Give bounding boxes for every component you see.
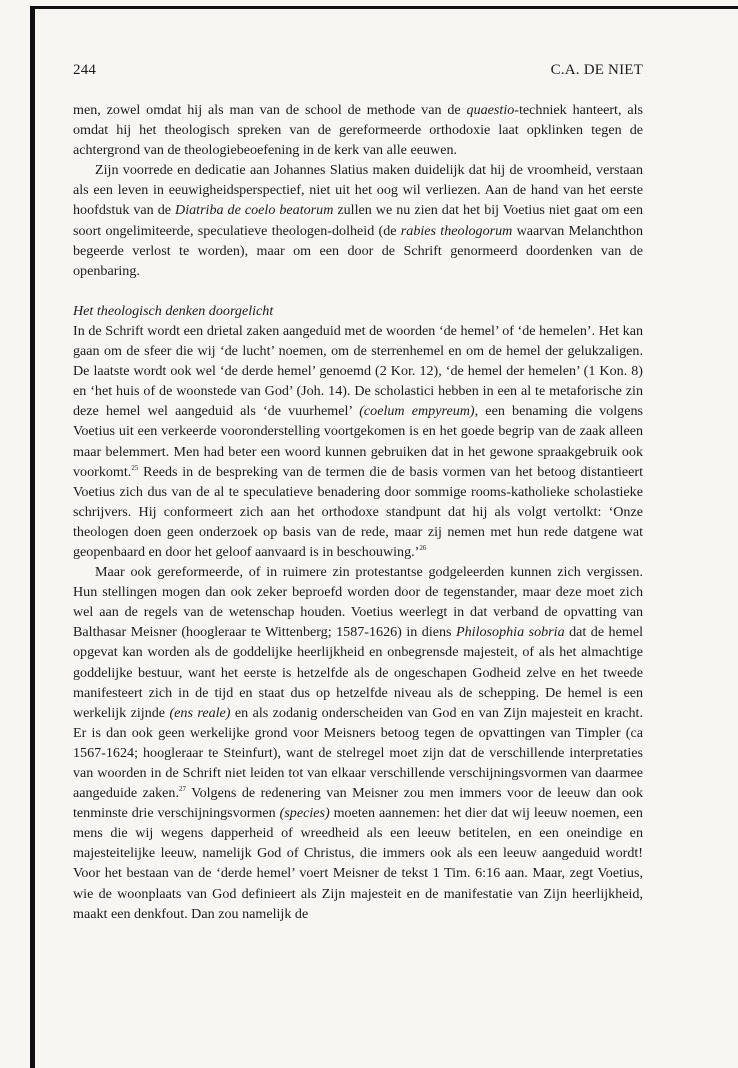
page-number: 244	[73, 62, 97, 78]
text-run: waarvan Melanchthon begeerde verlost te worden), maar om een door de Schrift genormeerd doordenken van de openbaring.	[73, 222, 643, 279]
paragraph-3	[73, 321, 643, 562]
italic-title: Diatriba de coelo beatorum	[175, 202, 334, 219]
italic-term: rabies theologorum	[400, 222, 513, 239]
text-run: moeten aannemen: het dier dat wij leeuw noemen, een mens die wij wegens dapperheid of wreedheid als een leeuw betitelen, en een oneindige en majesteitelijke leeuw, namelijk God of Christus, die immers ook als een leeuw aangeduid wordt! Voor het bestaan van de ‘derde hemel’ voert Meisner de tekst 1 Tim. 6:16 aan. Maar, zegt Voetius, wie de woonplaats van God definieert als Zijn majesteit en de manifestatie van Zijn heerlijkheid, maakt een denkfout. Dan zou namelijk de	[73, 805, 643, 922]
text-run: en als zodanig onderscheiden van God en van Zijn majesteit en kracht. Er is dan ook geen werkelijke grond voor Meisners betoog tegen de opvattingen van Timpler (ca 1567-1624; hoogleraar te Steinfurt), want de stelregel moet zijn dat de verschillende interpretaties van woorden in de Schrift niet leiden tot van elkaar verschillende verschijningsvormen van daarmee aangeduide zaken.	[73, 704, 643, 802]
body-text	[73, 100, 643, 924]
text-run: -techniek hanteert, als omdat hij het theologisch spreken van de gereformeerde orthodoxie laat opklinken tegen de achtergrond van de theologiebeoefening in de kerk van alle eeuwen.	[73, 102, 644, 159]
text-run: Maar ook gereformeerde, of in ruimere zin protestantse godgeleerden kunnen zich vergissen. Hun stellingen mogen dan ook zeker beproefd worden door de tegenstander, maar deze moet zich wel aan de regels van de wetenschap houden. Voetius weerlegt in dat verband de opvatting van Balthasar Meisner (hoogleraar te Wittenberg; 1587-1626) in diens	[73, 564, 643, 641]
text-run: Volgens de redenering van Meisner zou men immers voor de leeuw dan ook tenminste drie verschijningsvormen	[73, 785, 643, 822]
text-run: men, zowel omdat hij als man van de school de methode van de	[73, 102, 467, 118]
text-run: dat de hemel opgevat kan worden als de goddelijke heerlijkheid en onbegrensde majesteit, of als het almachtige goddelijke bestuur, want het eerste is hetzelfde als de ongeschapen Godheid zelve en het tweede manifesteert zich in de tijd en staat dus op hetzelfde niveau als de schepping. De hemel is een werkelijk zijnde	[73, 624, 643, 721]
italic-term: (species)	[279, 805, 330, 822]
scan-border-top	[30, 6, 738, 9]
italic-term: quaestio	[466, 102, 515, 118]
text-run: Reeds in de bespreking van de termen die de basis vormen van het betoog distantieert Voetius zich dus van de al te speculatieve benadering door sommige rooms-katholieke scholastieke schrijvers. Hij conformeert zich aan het orthodoxe standpunt dat hij als volgt vertolkt: ‘Onze theologen doen geen onderzoek op basis van de rede, maar zij nemen met hun rede datgene wat geopenbaard en door het geloof aanvaard is in beschouwing.’	[73, 463, 643, 560]
paragraph-2	[73, 160, 643, 281]
paragraph-4	[73, 562, 643, 924]
section-heading: Het theologisch denken doorgelicht	[73, 302, 274, 319]
text-run: In de Schrift wordt een drietal zaken aangeduid met de woorden ‘de hemel’ of ‘de hemelen’. Het kan gaan om de sfeer die wij ‘de lucht’ noemen, om de sterrenhemel en om de hemel der gelukzaligen. De laatste wordt ook wel ‘de derde hemel’ genoemd (2 Kor. 12), ‘de hemel der hemelen’ (1 Kon. 8) en ‘het huis of de woonstede van God’ (Joh. 14). De scholastici hebben in een al te metaforische zin deze hemel wel aangeduid als ‘de vuurhemel’	[73, 322, 643, 420]
paragraph-1	[73, 100, 643, 160]
footnote-ref-27: 27	[179, 785, 187, 794]
text-run: , een benaming die volgens Voetius uit een verkeerde vooronderstelling voortgekomen is en het goede begrip van de zaak alleen maar belemmert. Men had beter een woord kunnen gebruiken dat in het gewone spraakgebruik ook voorkomt.	[73, 403, 643, 480]
scan-border-left	[30, 6, 35, 1068]
footnote-ref-26: 26	[419, 543, 427, 552]
footnote-ref-25: 25	[131, 463, 139, 472]
italic-title: Philosophia sobria	[456, 624, 565, 641]
text-run: zullen we nu zien dat het bij Voetius niet gaat om een soort ongelimiteerde, speculatieve theologen-dolheid (de	[73, 202, 643, 239]
running-author: C.A. DE NIET	[550, 62, 643, 78]
italic-term: (ens reale)	[169, 704, 231, 721]
italic-term: (coelum empyreum)	[359, 403, 475, 420]
text-run: Zijn voorrede en dedicatie aan Johannes Slatius maken duidelijk dat hij de vroomheid, verstaan als een leven in eeuwigheidsperspectief, niet uit het oog wil verliezen. Aan de hand van het eerste hoofdstuk van de	[73, 162, 643, 219]
